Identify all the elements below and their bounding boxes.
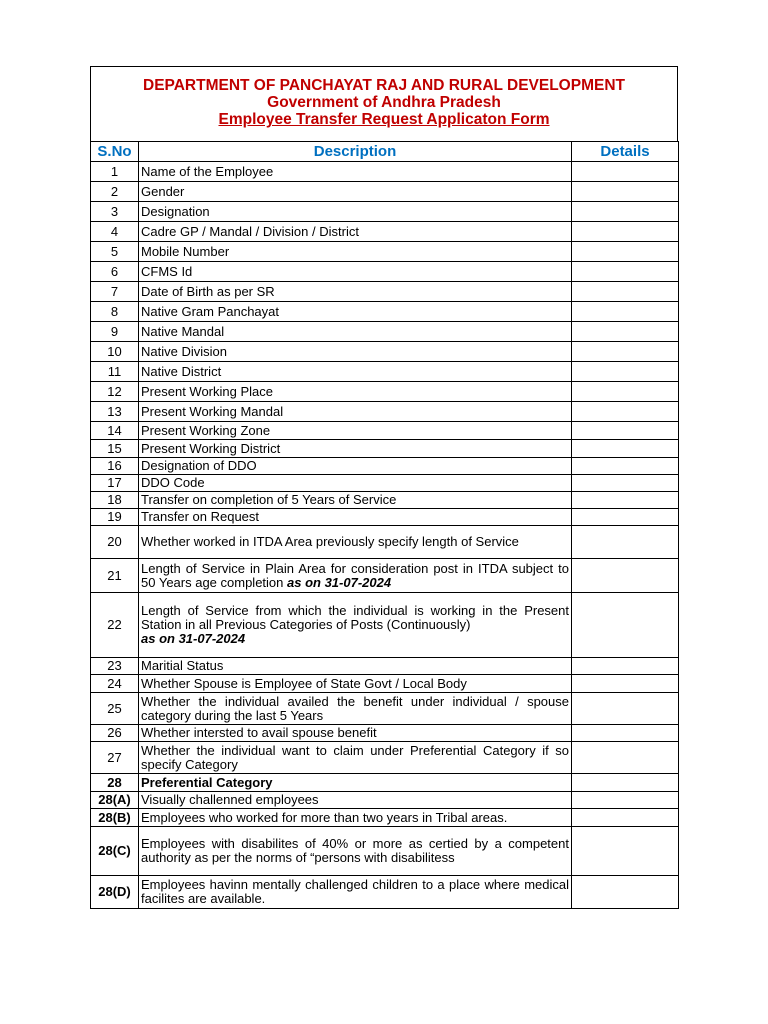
government-title: Government of Andhra Pradesh — [267, 94, 501, 111]
table-row — [91, 725, 679, 742]
row-description-text: Native District — [141, 363, 222, 379]
row-number: 17 — [91, 475, 139, 492]
row-number: 28(C) — [91, 827, 139, 876]
row-description-text: Whether intersted to avail spouse benefit — [141, 725, 377, 740]
table-row — [91, 774, 679, 792]
row-description — [139, 526, 572, 559]
row-description-text: Cadre GP / Mandal / Division / District — [141, 223, 359, 239]
table-row — [91, 182, 679, 202]
row-description — [139, 302, 572, 322]
table-row — [91, 422, 679, 440]
details-input-cell[interactable] — [572, 693, 679, 725]
row-number: 13 — [91, 402, 139, 422]
details-input-cell[interactable] — [572, 182, 679, 202]
row-number: 5 — [91, 242, 139, 262]
details-input-cell[interactable] — [572, 458, 679, 475]
table-row — [91, 526, 679, 559]
table-row — [91, 559, 679, 593]
row-description — [139, 182, 572, 202]
description-header: Description — [139, 142, 572, 162]
row-description-text: Native Division — [141, 343, 227, 359]
table-row — [91, 302, 679, 322]
row-description-text: DDO Code — [141, 475, 205, 490]
table-row — [91, 222, 679, 242]
row-description — [139, 792, 572, 809]
row-description — [139, 725, 572, 742]
row-number: 16 — [91, 458, 139, 475]
details-input-cell[interactable] — [572, 774, 679, 792]
details-input-cell[interactable] — [572, 402, 679, 422]
details-input-cell[interactable] — [572, 422, 679, 440]
table-header-row — [91, 142, 679, 162]
table-row — [91, 693, 679, 725]
row-number: 11 — [91, 362, 139, 382]
row-description-text: Whether the individual want to claim under Preferential Category if so specify Category — [141, 742, 569, 772]
row-number: 6 — [91, 262, 139, 282]
row-number: 15 — [91, 440, 139, 458]
form-header — [90, 66, 678, 141]
row-description — [139, 362, 572, 382]
row-description-text: Length of Service from which the individual is working in the Present Station in all Previous Categories of Posts (Continuously) — [141, 603, 569, 632]
table-row — [91, 876, 679, 909]
table-row — [91, 492, 679, 509]
table-row — [91, 658, 679, 675]
row-description — [139, 509, 572, 526]
table-row — [91, 202, 679, 222]
row-description — [139, 559, 572, 593]
row-description — [139, 162, 572, 182]
row-description — [139, 876, 572, 909]
details-input-cell[interactable] — [572, 262, 679, 282]
row-number: 28(D) — [91, 876, 139, 909]
row-number: 22 — [91, 593, 139, 658]
row-description-text: Whether Spouse is Employee of State Govt / Local Body — [141, 675, 467, 691]
row-number: 1 — [91, 162, 139, 182]
row-number: 28(B) — [91, 809, 139, 827]
row-number: 19 — [91, 509, 139, 526]
row-description-text: Employees with disabilites of 40% or more as certied by a competent authority as per the norms of “persons with disabilitess — [141, 836, 569, 865]
details-input-cell[interactable] — [572, 827, 679, 876]
row-description-text: Name of the Employee — [141, 163, 274, 179]
row-description — [139, 222, 572, 242]
row-description-text: Transfer on Request — [141, 509, 260, 524]
row-description-text: Designation — [141, 203, 210, 219]
table-row — [91, 362, 679, 382]
row-description — [139, 675, 572, 693]
row-number: 9 — [91, 322, 139, 342]
row-description-text: Mobile Number — [141, 243, 230, 259]
row-description — [139, 440, 572, 458]
details-input-cell[interactable] — [572, 809, 679, 827]
row-number: 18 — [91, 492, 139, 509]
form-table — [90, 141, 679, 909]
row-description — [139, 492, 572, 509]
details-input-cell[interactable] — [572, 302, 679, 322]
table-row — [91, 675, 679, 693]
row-description — [139, 282, 572, 302]
row-description — [139, 827, 572, 876]
row-description-text: Visually challenned employees — [141, 792, 319, 807]
row-description-text: Present Working Zone — [141, 422, 271, 438]
table-row — [91, 322, 679, 342]
row-number: 7 — [91, 282, 139, 302]
table-row — [91, 827, 679, 876]
table-row — [91, 475, 679, 492]
table-row — [91, 402, 679, 422]
details-input-cell[interactable] — [572, 162, 679, 182]
details-input-cell[interactable] — [572, 282, 679, 302]
row-number: 12 — [91, 382, 139, 402]
row-number: 23 — [91, 658, 139, 675]
row-description-text: Transfer on completion of 5 Years of Service — [141, 492, 397, 507]
row-number: 21 — [91, 559, 139, 593]
row-description-text: Native Mandal — [141, 323, 225, 339]
row-number: 25 — [91, 693, 139, 725]
as-on-date: as on 31-07-2024 — [287, 574, 392, 590]
row-description-text: Designation of DDO — [141, 458, 257, 473]
department-title: DEPARTMENT OF PANCHAYAT RAJ AND RURAL DEVELOPMENT — [143, 77, 625, 94]
details-input-cell[interactable] — [572, 876, 679, 909]
table-row — [91, 509, 679, 526]
row-number: 10 — [91, 342, 139, 362]
sno-header: S.No — [91, 142, 139, 162]
details-input-cell[interactable] — [572, 222, 679, 242]
as-on-date: as on 31-07-2024 — [141, 631, 246, 646]
details-input-cell[interactable] — [572, 559, 679, 593]
table-row — [91, 162, 679, 182]
row-description — [139, 202, 572, 222]
details-input-cell[interactable] — [572, 242, 679, 262]
row-description — [139, 693, 572, 725]
table-row — [91, 282, 679, 302]
row-description-text: Present Working Place — [141, 383, 273, 399]
table-row — [91, 382, 679, 402]
transfer-form — [90, 66, 678, 909]
table-row — [91, 809, 679, 827]
row-number: 26 — [91, 725, 139, 742]
row-description — [139, 774, 572, 792]
row-description — [139, 809, 572, 827]
row-number: 24 — [91, 675, 139, 693]
details-input-cell[interactable] — [572, 322, 679, 342]
row-number: 27 — [91, 742, 139, 774]
row-number: 4 — [91, 222, 139, 242]
row-description — [139, 382, 572, 402]
details-input-cell[interactable] — [572, 658, 679, 675]
row-number: 2 — [91, 182, 139, 202]
details-input-cell[interactable] — [572, 492, 679, 509]
row-number: 28(A) — [91, 792, 139, 809]
table-row — [91, 458, 679, 475]
row-description-text: Whether worked in ITDA Area previously specify length of Service — [141, 534, 519, 549]
row-description — [139, 402, 572, 422]
row-description-text: Native Gram Panchayat — [141, 303, 280, 319]
details-input-cell[interactable] — [572, 202, 679, 222]
row-description — [139, 322, 572, 342]
row-description — [139, 593, 572, 658]
form-title: Employee Transfer Request Applicaton Form — [218, 111, 550, 128]
table-row — [91, 593, 679, 658]
row-description-text: Date of Birth as per SR — [141, 283, 275, 299]
details-input-cell[interactable] — [572, 792, 679, 809]
details-input-cell[interactable] — [572, 725, 679, 742]
row-number: 14 — [91, 422, 139, 440]
row-description — [139, 658, 572, 675]
table-row — [91, 742, 679, 774]
details-input-cell[interactable] — [572, 593, 679, 658]
table-row — [91, 262, 679, 282]
row-description-text: Present Working Mandal — [141, 403, 284, 419]
row-number: 20 — [91, 526, 139, 559]
row-description-text: Length of Service in Plain Area for consideration post in ITDA subject to 50 Years age completion — [141, 560, 569, 590]
row-description-text: Whether the individual availed the benefit under individual / spouse category during the last 5 Years — [141, 693, 569, 723]
details-input-cell[interactable] — [572, 675, 679, 693]
row-description-text: Maritial Status — [141, 658, 224, 673]
row-number: 3 — [91, 202, 139, 222]
row-description — [139, 262, 572, 282]
row-description — [139, 458, 572, 475]
details-input-cell[interactable] — [572, 362, 679, 382]
details-input-cell[interactable] — [572, 475, 679, 492]
row-description — [139, 242, 572, 262]
details-input-cell[interactable] — [572, 342, 679, 362]
row-number: 28 — [91, 774, 139, 792]
details-input-cell[interactable] — [572, 440, 679, 458]
row-description-text: Preferential Category — [141, 774, 273, 790]
row-number: 8 — [91, 302, 139, 322]
row-description — [139, 475, 572, 492]
details-header: Details — [572, 142, 679, 162]
row-description-text: Employees havinn mentally challenged children to a place where medical facilites are available. — [141, 877, 569, 906]
table-row — [91, 440, 679, 458]
table-row — [91, 342, 679, 362]
table-row — [91, 242, 679, 262]
details-input-cell[interactable] — [572, 526, 679, 559]
details-input-cell[interactable] — [572, 509, 679, 526]
table-row — [91, 792, 679, 809]
details-input-cell[interactable] — [572, 742, 679, 774]
row-description-text: Present Working District — [141, 440, 281, 456]
row-description — [139, 422, 572, 440]
row-description-text: Gender — [141, 183, 185, 199]
row-description — [139, 342, 572, 362]
details-input-cell[interactable] — [572, 382, 679, 402]
row-description-text: CFMS Id — [141, 263, 193, 279]
row-description-text: Employees who worked for more than two years in Tribal areas. — [141, 809, 508, 825]
row-description — [139, 742, 572, 774]
